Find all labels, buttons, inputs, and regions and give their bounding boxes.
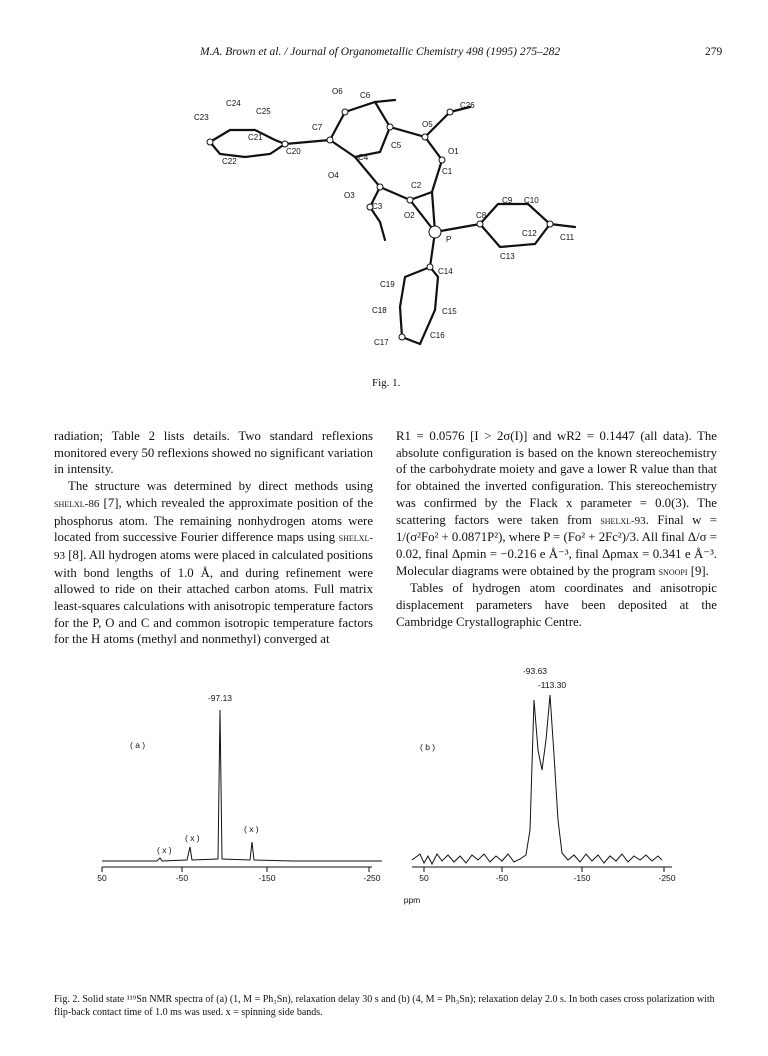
sideband-label: ( x ) — [244, 824, 259, 834]
figure-1-caption: Fig. 1. — [372, 377, 401, 389]
paragraph — [396, 428, 717, 580]
atom-labels — [194, 87, 575, 347]
atom-label: O1 — [448, 147, 459, 156]
atom-label: C25 — [256, 107, 271, 116]
atom-label: C13 — [500, 252, 515, 261]
text-run: R1 = 0.0576 [I > 2σ(I)] and wR2 = 0.1447 (all data). The absolute configuration is based on the known stereochemistry of the carbohydrate moiety and gave a lower R value than that for obtained the inverted configuration. This stereochemistry was confirmed by the Flack x parameter = 0.0(3). The scattering factors were taken from — [396, 429, 717, 527]
atom-label: O2 — [404, 211, 415, 220]
atom-label: C23 — [194, 113, 209, 122]
program-name: shelxl-93 — [600, 514, 646, 527]
atom-label: C3 — [372, 202, 383, 211]
panel-label: ( b ) — [420, 742, 436, 752]
atom-label: C7 — [312, 123, 323, 132]
atom-label: C12 — [522, 229, 537, 238]
text-run: [8]. All hydrogen atoms were placed in calculated positions with bond lengths of 1.0 Å, and during refinement were allowed to ride on their attached carbon atoms. Full matrix least-squares calculations with anisotropic temperature factors for the P, O and C and common isotropic temperature factors for the H atoms (methyl and nonmethyl) converged at — [54, 547, 373, 647]
figure-1-molecular-diagram — [180, 82, 600, 372]
tick-label: 50 — [419, 873, 429, 883]
page-number: 279 — [705, 46, 723, 58]
sideband-label: ( x ) — [157, 845, 172, 855]
program-name: snoopi — [658, 565, 688, 578]
atom-label: C19 — [380, 280, 395, 289]
axis-unit-label: ppm — [403, 895, 421, 905]
atom-label: C15 — [442, 307, 457, 316]
figure-2-caption: Fig. 2. Solid state ¹¹⁹Sn NMR spectra of (a) (1, M = Ph₃Sn), relaxation delay 30 s and (b) (4, M = Ph₃Sn); relaxation delay 2.0 s. In both cases cross polarization with flip-back contact time of 1.0 ms was used. x = spinning side bands. — [54, 994, 715, 1018]
atom-label: C14 — [438, 267, 453, 276]
atom-label: C8 — [476, 211, 487, 220]
tick-label: -150 — [573, 873, 591, 883]
atom-label: C26 — [460, 101, 475, 110]
atom-label: C24 — [226, 99, 241, 108]
spectra-svg — [82, 660, 702, 960]
program-name: shelxl-86 — [54, 497, 100, 510]
sideband-label: ( x ) — [185, 833, 200, 843]
atom-label: O3 — [344, 191, 355, 200]
spectrum-a-line — [102, 710, 377, 861]
atom-label: C2 — [411, 181, 422, 190]
tick-label: -150 — [258, 873, 276, 883]
peak-label: -113.30 — [537, 680, 567, 690]
tick-label: 50 — [97, 873, 107, 883]
paragraph: Tables of hydrogen atom coordinates and anisotropic displacement parameters have been deposited at the Cambridge Crystallographic Centre. — [396, 581, 717, 629]
peak-label: -93.63 — [522, 666, 548, 676]
right-column — [396, 428, 717, 630]
text-run: The structure was determined by direct methods using — [68, 479, 373, 494]
atom-label: C16 — [430, 331, 445, 340]
spectrum-b-line — [412, 695, 662, 864]
atom-label: C18 — [372, 306, 387, 315]
atom-label: O4 — [328, 171, 339, 180]
program-name: shelxl-93 — [54, 532, 373, 562]
tick-label: -50 — [175, 873, 189, 883]
atom-label: C5 — [391, 141, 402, 150]
atom-label: C1 — [442, 167, 453, 176]
panel-label: ( a ) — [130, 740, 146, 750]
paragraph: radiation; Table 2 lists details. Two standard reflexions monitored every 50 reflexions showed no significant variation in intensity. — [54, 429, 373, 477]
atom-label: O5 — [422, 120, 433, 129]
tick-label: -50 — [495, 873, 509, 883]
atom-label: C17 — [374, 338, 389, 347]
running-header: M.A. Brown et al. / Journal of Organometallic Chemistry 498 (1995) 275–282 — [200, 46, 561, 58]
atom-label: C11 — [560, 233, 575, 242]
text-run: [9]. — [687, 563, 709, 578]
atom-label: C10 — [524, 196, 539, 205]
atom-label: C21 — [248, 133, 263, 142]
figure-2-nmr-spectra — [82, 660, 702, 960]
molecule-svg — [180, 82, 600, 372]
text-run: [7], which revealed the approximate position of the phosphorus atom. The remaining nonhydrogen atoms were located from successive Fourier difference maps using — [54, 495, 373, 545]
atom-label: C22 — [222, 157, 237, 166]
atom-label: C9 — [502, 196, 513, 205]
left-column — [54, 428, 373, 648]
atom-label: C4 — [358, 153, 369, 162]
atom-label: C20 — [286, 147, 301, 156]
peak-label: -97.13 — [207, 693, 233, 703]
atom-label: P — [446, 235, 452, 244]
atom-label: C6 — [360, 91, 371, 100]
text-run: . Final w = 1/(σ²Fo² + 0.0871P²), where P = (Fo² + 2Fc²)/3. All final Δ/σ = 0.02, final Δρmin = −0.216 e Å⁻³, final Δρmax = 0.341 e Å⁻³. Molecular diagrams were obtained by the program — [396, 512, 718, 578]
paragraph — [54, 478, 373, 648]
tick-label: -250 — [658, 873, 676, 883]
tick-label: -250 — [363, 873, 381, 883]
atom-label: O6 — [332, 87, 343, 96]
